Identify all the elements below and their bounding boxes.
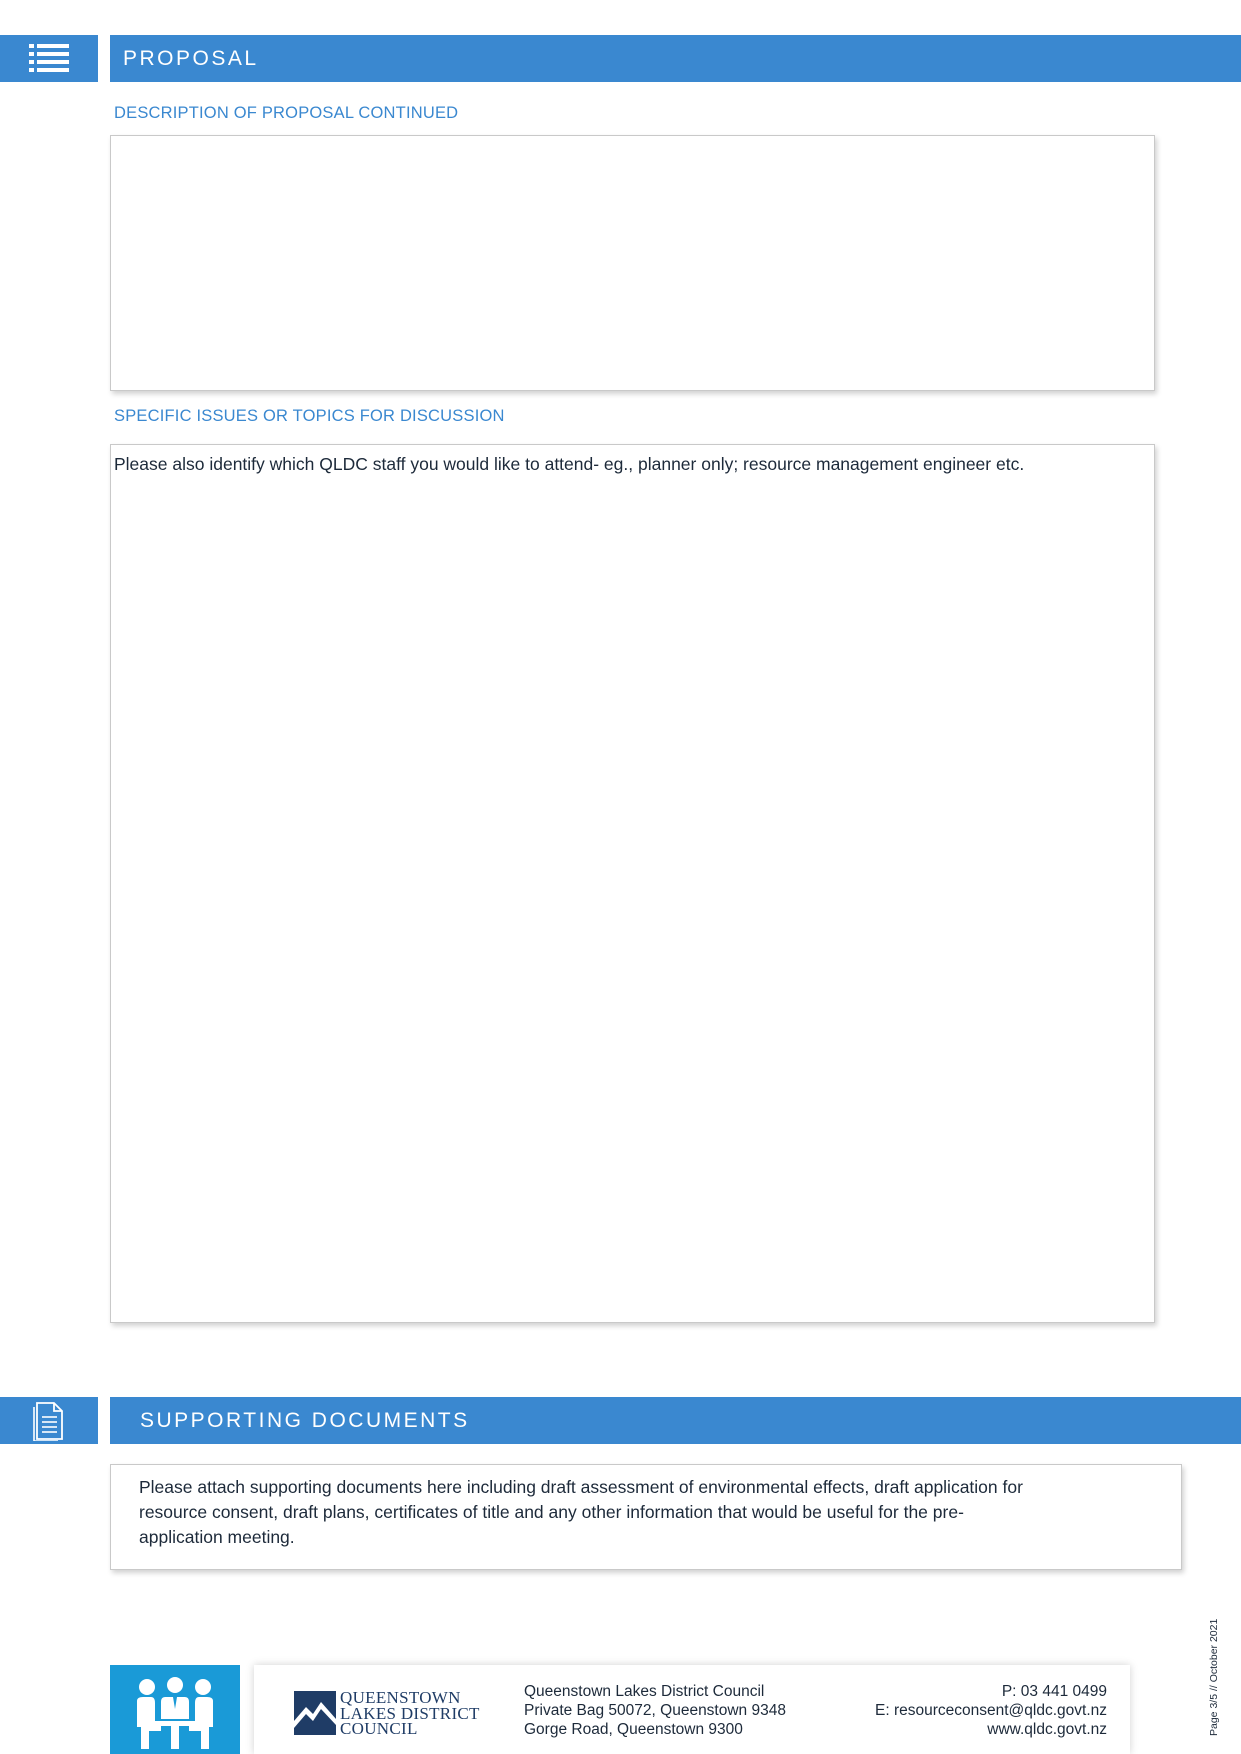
page-number-label: Page 3/5 // October 2021 [1208,1618,1220,1736]
supporting-documents-header-title: SUPPORTING DOCUMENTS [140,1408,470,1432]
proposal-header [110,35,1241,82]
footer-contact-card [254,1665,1130,1754]
logo-line-3: COUNCIL [340,1719,418,1738]
logo-line-1: QUEENSTOWN [340,1688,461,1707]
people-meeting-icon [135,1675,215,1751]
proposal-header-title: PROPOSAL [123,46,259,70]
footer-email[interactable]: E: resourceconsent@qldc.govt.nz [875,1702,1107,1719]
document-icon [32,1401,66,1441]
address-line-1: Queenstown Lakes District Council [524,1683,765,1700]
supporting-documents-box [110,1464,1182,1570]
list-icon [29,43,69,75]
description-continued-field[interactable] [110,135,1155,391]
footer-phone: P: 03 441 0499 [1001,1683,1107,1700]
qldc-logo [294,1690,480,1737]
supporting-documents-header-icon-box [0,1397,98,1444]
specific-issues-field[interactable] [110,444,1155,1323]
description-continued-value [111,136,1154,154]
specific-issues-label: SPECIFIC ISSUES OR TOPICS FOR DISCUSSION [114,407,505,425]
address-line-3: Gorge Road, Queenstown 9300 [524,1721,743,1738]
description-continued-label: DESCRIPTION OF PROPOSAL CONTINUED [114,104,459,122]
footer-contacts [875,1682,1107,1739]
address-line-2: Private Bag 50072, Queenstown 9348 [524,1702,786,1719]
logo-line-2: LAKES DISTRICT [340,1703,480,1723]
mountain-logo-icon [294,1691,336,1735]
specific-issues-text: Please also identify which QLDC staff you would like to attend- eg., planner only; resource management engineer etc. [114,454,1025,474]
footer-website[interactable]: www.qldc.govt.nz [987,1721,1107,1738]
footer-icon-box [110,1665,240,1754]
proposal-header-icon-box [0,35,98,82]
footer-address [524,1682,786,1739]
supporting-documents-header [110,1397,1241,1444]
supporting-documents-text: Please attach supporting documents here including draft assessment of environmental effects, draft application for resource consent, draft plans, certificates of title and any other information that would be useful for the pre-application meeting. [139,1477,1023,1547]
